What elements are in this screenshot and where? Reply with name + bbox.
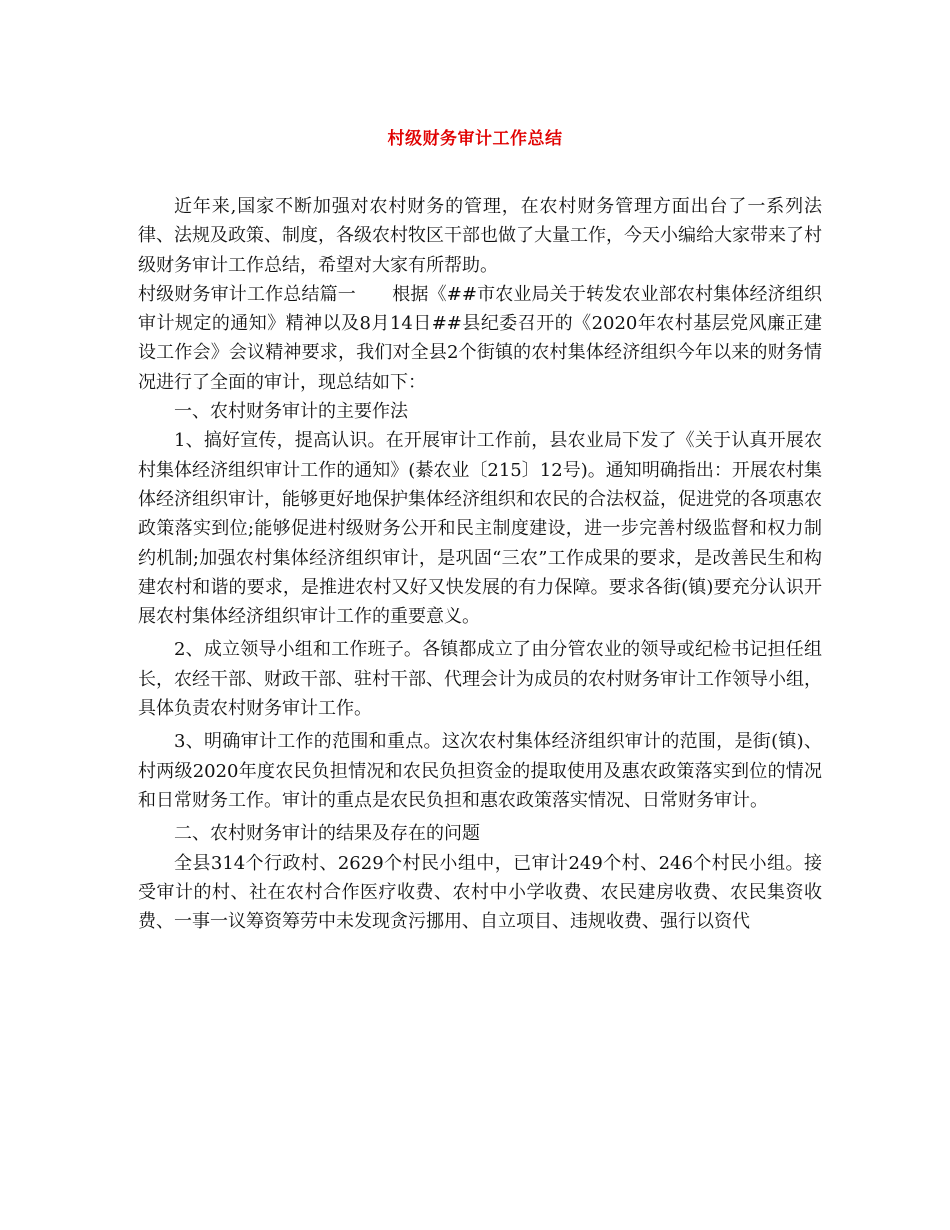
paragraph-intro: 近年来,国家不断加强对农村财务的管理，在农村财务管理方面出台了一系列法律、法规及政策、制度，各级农村牧区干部也做了大量工作，今天小编给大家带来了村级财务审计工作总结，希望对大家有所帮助。 — [138, 196, 822, 276]
heading-results-problems: 二、农村财务审计的结果及存在的问题 — [174, 823, 480, 845]
document-title: 村级财务审计工作总结 — [387, 129, 563, 149]
paragraph-item-3: 3、明确审计工作的范围和重点。这次农村集体经济组织审计的范围，是街(镇)、村两级2020年度农民负担情况和农民负担资金的提取使用及惠农政策落实到位的情况和日常财务工作。审计的重点是农民负担和惠农政策落实情况、日常财务审计。 — [138, 731, 822, 811]
heading-main-practices: 一、农村财务审计的主要作法 — [174, 401, 408, 423]
paragraph-section-one-intro: 村级财务审计工作总结篇一 根据《##市农业局关于转发农业部农村集体经济组织审计规定的通知》精神以及8月14日##县纪委召开的《2020年农村基层党风廉正建设工作会》会议精神要求，我们对全县2个街镇的农村集体经济组织今年以来的财务情况进行了全面的审计，现总结如下： — [138, 283, 822, 393]
document-body — [138, 192, 822, 936]
paragraph-item-2: 2、成立领导小组和工作班子。各镇都成立了由分管农业的领导或纪检书记担任组长，农经干部、财政干部、驻村干部、代理会计为成员的农村财务审计工作领导小组，具体负责农村财务审计工作。 — [138, 639, 822, 720]
paragraph-results: 全县314个行政村、2629个村民小组中，已审计249个村、246个村民小组。接受审计的村、社在农村合作医疗收费、农村中小学收费、农民建房收费、农民集资收费、一事一议筹资筹劳中未发现贪污挪用、自立项目、违规收费、强行以资代 — [138, 852, 822, 933]
paragraph-item-1: 1、搞好宣传，提高认识。在开展审计工作前，县农业局下发了《关于认真开展农村集体经济组织审计工作的通知》(綦农业〔215〕12号)。通知明确指出：开展农村集体经济组织审计，能够更好地保护集体经济组织和农民的合法权益，促进党的各项惠农政策落实到位;能够促进村级财务公开和民主制度建设，进一步完善村级监督和权力制约机制;加强农村集体经济组织审计，是巩固“三农”工作成果的要求，是改善民生和构建农村和谐的要求，是推进农村又好又快发展的有力保障。要求各街(镇)要充分认识开展农村集体经济组织审计工作的重要意义。 — [138, 430, 822, 628]
